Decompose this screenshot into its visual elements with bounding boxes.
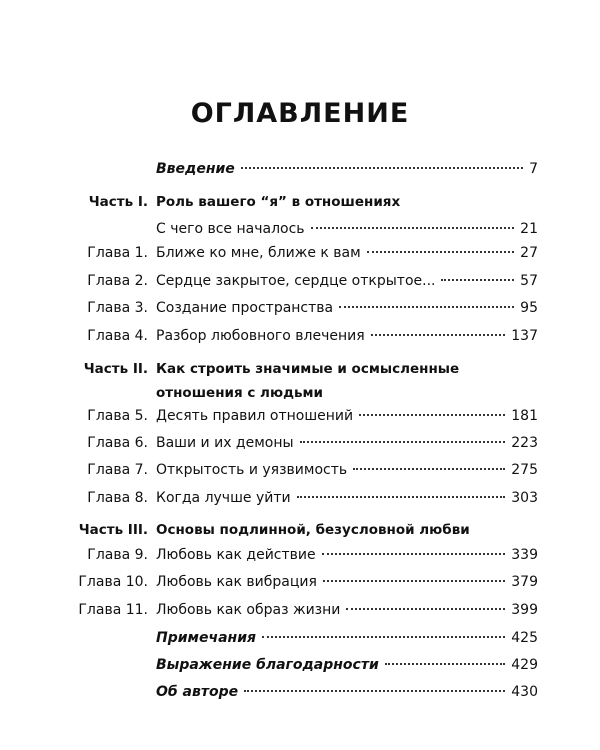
dot-leader bbox=[262, 636, 505, 638]
toc-entry-title: Примечания bbox=[156, 630, 257, 646]
toc-entry-title: Создание пространства bbox=[156, 300, 334, 316]
toc-entry-title: Основы подлинной, безусловной любви bbox=[156, 522, 470, 538]
toc-entry-title: Ближе ко мне, ближе к вам bbox=[156, 245, 361, 261]
toc-entry-body bbox=[156, 217, 538, 241]
toc-entry-label: Глава 5. bbox=[87, 408, 148, 424]
toc-entry-body bbox=[156, 404, 538, 428]
toc-entry-body bbox=[156, 570, 538, 594]
toc-entry-label: Глава 3. bbox=[87, 300, 148, 316]
toc-entry-body bbox=[156, 357, 556, 405]
toc-entry-label: Глава 1. bbox=[87, 245, 148, 261]
toc-entry bbox=[0, 431, 600, 455]
dot-leader bbox=[300, 441, 506, 443]
dot-leader bbox=[441, 279, 514, 281]
dot-leader bbox=[322, 553, 506, 555]
toc-entry bbox=[0, 486, 600, 510]
toc-entry-label: Часть II. bbox=[83, 361, 148, 377]
toc-entry bbox=[0, 458, 600, 482]
toc-entry bbox=[0, 241, 600, 265]
toc-entry bbox=[0, 269, 600, 293]
toc-entry-body bbox=[156, 680, 538, 704]
toc-entry-label: Часть III. bbox=[78, 522, 148, 538]
toc-entry bbox=[0, 598, 600, 622]
toc-entry bbox=[0, 217, 600, 241]
toc-entry-page: 429 bbox=[511, 657, 538, 673]
toc-entry-title: Десять правил отношений bbox=[156, 408, 354, 424]
toc-entry-title: Введение bbox=[156, 161, 235, 177]
toc-entry-title: Разбор любовного влечения bbox=[156, 328, 365, 344]
toc-entry-title: Роль вашего “я” в отношениях bbox=[156, 194, 401, 210]
toc-entry bbox=[0, 653, 600, 677]
toc-entry bbox=[0, 157, 600, 181]
toc-entry-body bbox=[156, 241, 538, 265]
toc-entry-page: 27 bbox=[520, 245, 538, 261]
toc-entry-body bbox=[156, 190, 556, 214]
toc-entry-page: 223 bbox=[511, 435, 538, 451]
toc-entry-page: 339 bbox=[511, 547, 538, 563]
toc-entry-title: Когда лучше уйти bbox=[156, 490, 291, 506]
dot-leader bbox=[339, 306, 514, 308]
toc-entry bbox=[0, 626, 600, 650]
toc-entry-title: Об авторе bbox=[156, 684, 239, 700]
toc-entry-page: 57 bbox=[520, 273, 538, 289]
toc-entry-title: Открытость и уязвимость bbox=[156, 462, 348, 478]
toc-entry bbox=[0, 680, 600, 704]
toc-entry-label: Глава 10. bbox=[78, 574, 148, 590]
dot-leader bbox=[346, 608, 505, 610]
toc-entry-body bbox=[156, 296, 538, 320]
toc-entry-label: Часть I. bbox=[88, 194, 148, 210]
dot-leader bbox=[311, 227, 515, 229]
toc-entry-page: 379 bbox=[511, 574, 538, 590]
toc-entry-label: Глава 9. bbox=[87, 547, 148, 563]
toc-entry-label: Глава 11. bbox=[78, 602, 148, 618]
toc-entry-page: 430 bbox=[511, 684, 538, 700]
toc-entry-title: Любовь как действие bbox=[156, 547, 316, 563]
toc-entry-title: Ваши и их демоны bbox=[156, 435, 294, 451]
toc-entry-label: Глава 2. bbox=[87, 273, 148, 289]
toc-entry bbox=[0, 324, 600, 348]
toc-entry-body bbox=[156, 518, 556, 542]
toc-entry-page: 21 bbox=[520, 221, 538, 237]
toc-entry-page: 95 bbox=[520, 300, 538, 316]
toc-entry-title: Как строить значимые и осмысленные bbox=[156, 361, 460, 377]
toc-entry-page: 399 bbox=[511, 602, 538, 618]
dot-leader bbox=[323, 580, 505, 582]
toc-entry bbox=[0, 296, 600, 320]
toc-entry-body bbox=[156, 626, 538, 650]
dot-leader bbox=[244, 690, 505, 692]
toc-entry-body bbox=[156, 269, 538, 293]
dot-leader bbox=[241, 167, 523, 169]
toc-entry-body bbox=[156, 486, 538, 510]
toc-part-heading bbox=[0, 357, 600, 405]
toc-entry-body bbox=[156, 543, 538, 567]
toc-entry-page: 137 bbox=[511, 328, 538, 344]
toc-entry-title-cont: отношения с людьми bbox=[156, 385, 323, 401]
toc-entry-title: Любовь как вибрация bbox=[156, 574, 317, 590]
dot-leader bbox=[385, 663, 505, 665]
toc-part-heading bbox=[0, 518, 600, 542]
toc-entry-page: 181 bbox=[511, 408, 538, 424]
toc-entry-body bbox=[156, 324, 538, 348]
toc-entry-page: 425 bbox=[511, 630, 538, 646]
toc-entry-label: Глава 4. bbox=[87, 328, 148, 344]
toc-entry-label: Глава 6. bbox=[87, 435, 148, 451]
toc-entry bbox=[0, 404, 600, 428]
toc-entry-label: Глава 8. bbox=[87, 490, 148, 506]
toc-entry-title: С чего все началось bbox=[156, 221, 305, 237]
toc-entry-page: 7 bbox=[529, 161, 538, 177]
toc-entry bbox=[0, 543, 600, 567]
toc-entry-body bbox=[156, 458, 538, 482]
toc-entry-body bbox=[156, 431, 538, 455]
toc-part-heading bbox=[0, 190, 600, 214]
toc-entry-title: Любовь как образ жизни bbox=[156, 602, 341, 618]
dot-leader bbox=[359, 414, 505, 416]
toc-entry-page: 303 bbox=[511, 490, 538, 506]
toc-entry-title: Сердце закрытое, сердце открытое... bbox=[156, 273, 436, 289]
dot-leader bbox=[367, 251, 514, 253]
toc-entry-body bbox=[156, 157, 538, 181]
page-title: ОГЛАВЛЕНИЕ bbox=[190, 98, 410, 129]
toc-entry-body bbox=[156, 598, 538, 622]
toc-entry-body bbox=[156, 653, 538, 677]
dot-leader bbox=[297, 496, 506, 498]
toc-entry bbox=[0, 570, 600, 594]
dot-leader bbox=[353, 468, 505, 470]
toc-entry-label: Глава 7. bbox=[87, 462, 148, 478]
toc-entry-title: Выражение благодарности bbox=[156, 657, 379, 673]
toc-entry-page: 275 bbox=[511, 462, 538, 478]
dot-leader bbox=[371, 334, 506, 336]
